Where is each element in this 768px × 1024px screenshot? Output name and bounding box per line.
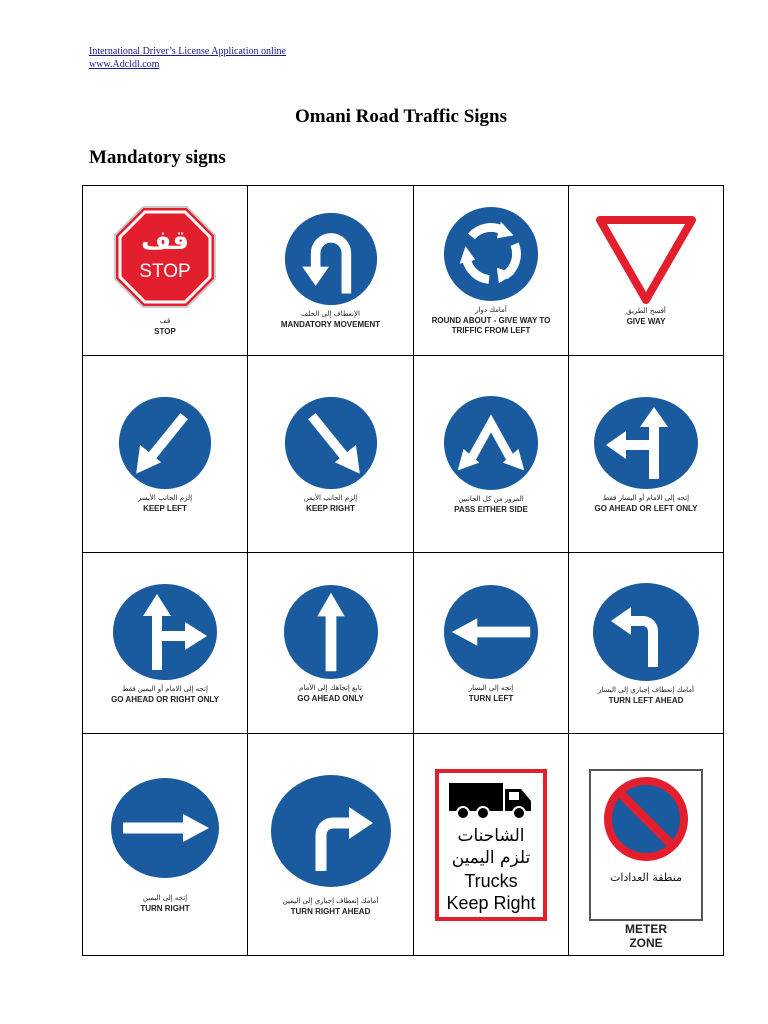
trucks-sign-arabic-1: الشاحنات (457, 825, 525, 846)
sign-label-arabic: أمامك دوار (475, 306, 507, 314)
meter-zone-icon (589, 769, 703, 921)
pass-either-side-icon (442, 394, 540, 492)
sign-cell (414, 734, 569, 956)
sign-cell (83, 186, 248, 356)
trucks-keep-right-icon (435, 769, 547, 921)
sign-label-arabic: الإنعطاف إلى الخلف (301, 310, 360, 318)
trucks-sign-text-1: Trucks (464, 870, 518, 891)
sign-label-arabic: المرور من كل الجانبين (458, 494, 524, 503)
sign-cell (569, 734, 724, 956)
sign-label: TURN LEFT AHEAD (608, 695, 684, 705)
sign-label-arabic: إلزم الجانب الأيسر (137, 493, 193, 502)
sign-label: KEEP RIGHT (306, 503, 355, 513)
sign-label: TURN RIGHT (140, 903, 190, 913)
sign-label: GIVE WAY (626, 317, 666, 326)
sign-cell (414, 356, 569, 553)
header-link-website[interactable]: www.Adcldl.com (89, 59, 160, 70)
sign-cell (414, 186, 569, 356)
give-way-icon (596, 214, 696, 304)
sign-label-arabic: أفسح الطريق (626, 307, 666, 315)
sign-label-arabic: إتجه إلى اليسار (468, 683, 514, 692)
meter-zone-label (569, 922, 723, 950)
sign-cell (569, 553, 724, 734)
sign-label-arabic: إلزم الجانب الأيمن (303, 493, 358, 502)
sign-cell (83, 734, 248, 956)
sign-label: MANDATORY MOVEMENT (280, 320, 381, 329)
turn-right-ahead-icon (269, 773, 393, 889)
sign-label-arabic: تابع إتجاهك إلى الأمام (299, 683, 362, 692)
sign-label: GO AHEAD OR RIGHT ONLY (111, 694, 219, 704)
stop-sign-arabic: قف (141, 225, 189, 256)
sign-label: TURN RIGHT AHEAD (290, 906, 371, 916)
sign-cell (569, 186, 724, 356)
signs-table (82, 185, 724, 956)
ahead-only-icon (282, 583, 380, 681)
sign-label-arabic: إتجه إلى الامام أو اليمين فقط (122, 684, 208, 693)
document-header (89, 45, 286, 71)
sign-cell (83, 356, 248, 553)
stop-sign-text: STOP (139, 260, 191, 282)
turn-left-ahead-icon (591, 581, 701, 683)
keep-left-icon (117, 395, 213, 491)
ahead-or-left-icon (592, 395, 700, 491)
sign-label: TURN LEFT (468, 693, 514, 703)
u-turn-icon (283, 211, 379, 307)
sign-label: PASS EITHER SIDE (454, 504, 528, 514)
sign-cell (569, 356, 724, 553)
sign-label-arabic: أمامك إنعطاف إجباري إلى اليسار (597, 685, 694, 694)
meter-zone-text: METER ZONE (625, 921, 667, 950)
sign-label-arabic: أمامك إنعطاف إجباري إلى اليمين (282, 896, 379, 905)
meter-zone-arabic: منطقة العدادات (609, 870, 683, 884)
turn-left-icon (442, 583, 540, 681)
sign-label-arabic: قف (159, 316, 171, 325)
header-link-application[interactable]: International Driver’s License Application online (89, 46, 286, 57)
sign-cell (414, 553, 569, 734)
trucks-sign-arabic-2: تلزم اليمين (451, 847, 531, 868)
sign-label-arabic: إتجه إلى الامام أو اليسار فقط (602, 493, 690, 502)
stop-sign-icon (113, 205, 217, 309)
keep-right-icon (283, 395, 379, 491)
sign-cell (248, 356, 414, 553)
section-heading: Mandatory signs (89, 147, 226, 168)
turn-right-icon (109, 776, 221, 880)
sign-cell (248, 734, 414, 956)
sign-label-arabic: إتجه إلى اليمين (142, 893, 188, 902)
ahead-or-right-icon (111, 582, 219, 682)
sign-label: GO AHEAD ONLY (297, 693, 364, 703)
sign-label: STOP (154, 326, 176, 336)
sign-label: ROUND ABOUT - GIVE WAY TO TRIFFIC FROM LEFT (431, 316, 551, 335)
sign-label: KEEP LEFT (143, 503, 187, 513)
sign-cell (83, 553, 248, 734)
page-title: Omani Road Traffic Signs (294, 106, 507, 127)
sign-label: GO AHEAD OR LEFT ONLY (594, 503, 698, 513)
sign-cell (248, 186, 414, 356)
sign-cell (248, 553, 414, 734)
roundabout-icon (442, 205, 540, 303)
trucks-sign-text-2: Keep Right (446, 892, 536, 913)
